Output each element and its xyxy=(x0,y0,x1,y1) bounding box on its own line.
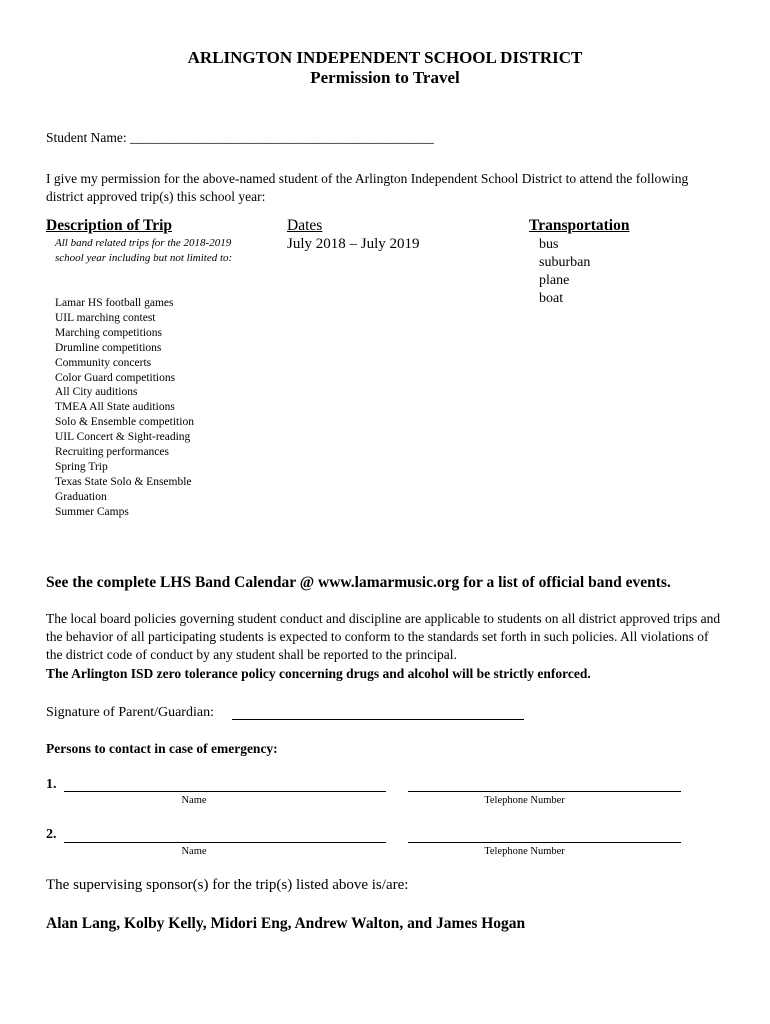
contact-2-phone-line[interactable] xyxy=(408,842,681,843)
contact-2-name-line[interactable] xyxy=(64,842,386,843)
transport-mode: boat xyxy=(539,291,564,306)
list-item: Lamar HS football games xyxy=(55,297,174,309)
trip-scope-note: All band related trips for the 2018-2019 school year including but not limited to: xyxy=(55,237,233,264)
contact-1-name-line[interactable] xyxy=(64,791,386,792)
contact-2-name-caption: Name xyxy=(181,846,207,857)
dates-value: July 2018 – July 2019 xyxy=(287,236,420,252)
signature-label: Signature of Parent/Guardian: xyxy=(46,705,214,720)
list-item: Graduation xyxy=(55,490,107,503)
transport-mode: bus xyxy=(539,237,559,252)
contact-1-phone-line[interactable] xyxy=(408,791,681,792)
transportation-header: Transportation xyxy=(529,217,630,234)
list-item: UIL marching contest xyxy=(55,311,156,324)
form-title: Permission to Travel xyxy=(310,68,460,87)
sponsor-label: The supervising sponsor(s) for the trip(s) listed above is/are: xyxy=(46,877,409,893)
list-item: Summer Camps xyxy=(55,505,129,518)
calendar-note: See the complete LHS Band Calendar @ www.lamarmusic.org for a list of official band events. xyxy=(46,574,671,591)
list-item: Recruiting performances xyxy=(55,446,169,459)
transport-mode: plane xyxy=(539,273,570,288)
description-header: Description of Trip xyxy=(46,217,173,234)
signature-line[interactable] xyxy=(232,719,524,720)
contact-1-number: 1. xyxy=(46,777,57,792)
permission-statement: I give my permission for the above-named student of the Arlington Independent School District to attend the following district approved trip(s) this school year: xyxy=(46,171,689,204)
zero-tolerance-statement: The Arlington ISD zero tolerance policy concerning drugs and alcohol will be strictly enforced. xyxy=(46,666,591,681)
contact-2-number: 2. xyxy=(46,827,57,842)
student-name-field[interactable]: Student Name: _____________________________________________ xyxy=(46,130,434,145)
list-item: UIL Concert & Sight-reading xyxy=(55,431,191,444)
list-item: Spring Trip xyxy=(55,460,108,473)
list-item: All City auditions xyxy=(55,386,138,399)
list-item: Color Guard competitions xyxy=(55,371,176,384)
contact-1-name-caption: Name xyxy=(181,795,207,806)
list-item: Community concerts xyxy=(55,356,152,369)
list-item: Marching competitions xyxy=(55,326,162,339)
transportation-list xyxy=(539,236,590,308)
list-item: Drumline competitions xyxy=(55,341,162,354)
contact-2-phone-caption: Telephone Number xyxy=(484,846,565,857)
sponsor-names: Alan Lang, Kolby Kelly, Midori Eng, Andrew Walton, and James Hogan xyxy=(46,915,526,932)
list-item: Solo & Ensemble competition xyxy=(55,416,194,429)
dates-header: Dates xyxy=(287,217,323,234)
list-item: Texas State Solo & Ensemble xyxy=(55,475,192,488)
policy-statement: The local board policies governing student conduct and discipline are applicable to students on all district approved trips and the behavior of all participating students is expected to conform to the standards set forth in such policies. All violations of the district code of conduct by any student shall be reported to the principal. xyxy=(46,611,721,662)
emergency-heading: Persons to contact in case of emergency: xyxy=(46,741,278,756)
contact-1-phone-caption: Telephone Number xyxy=(484,795,565,806)
district-title: ARLINGTON INDEPENDENT SCHOOL DISTRICT xyxy=(187,48,583,67)
transport-mode: suburban xyxy=(539,255,591,270)
list-item: TMEA All State auditions xyxy=(55,401,175,414)
trip-list xyxy=(55,296,194,520)
